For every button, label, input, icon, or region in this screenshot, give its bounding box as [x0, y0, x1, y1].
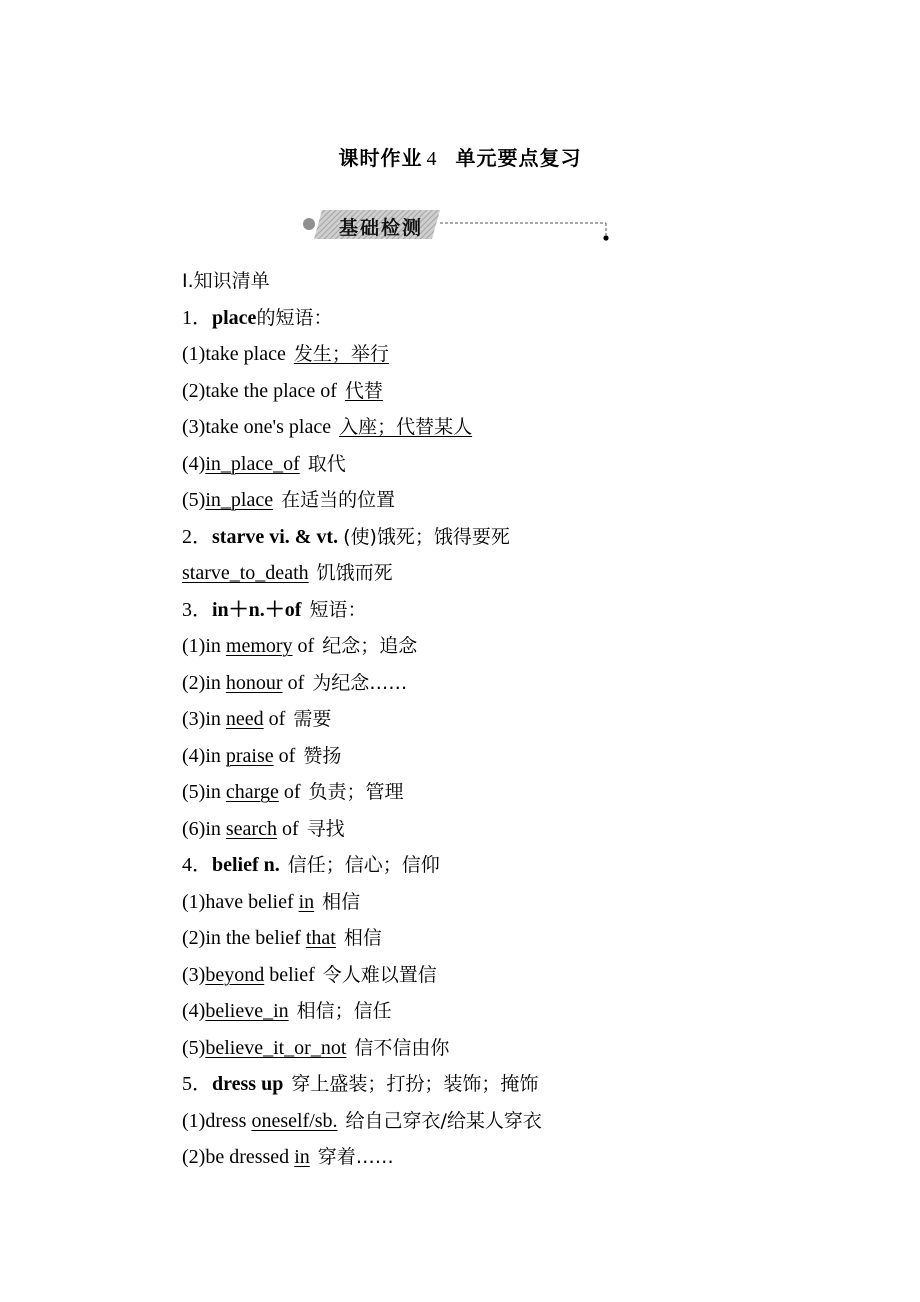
list-item-heading: 4．belief n. 信任；信心；信仰 [182, 854, 440, 876]
list-item: (5)believe_it_or_not 信不信由你 [182, 1036, 450, 1059]
list-item: (3)beyond belief 令人难以置信 [182, 963, 437, 986]
list-item: (5)in charge of 负责；管理 [182, 781, 404, 803]
list-item: (4)in praise of 赞扬 [182, 744, 342, 767]
answer-blank: starve_to_death [182, 562, 309, 584]
list-item-heading: 5．dress up 穿上盛装；打扮；装饰；掩饰 [182, 1073, 539, 1095]
answer-blank: believe_in [205, 1000, 289, 1022]
list-item: (2)be dressed in 穿着…… [182, 1146, 394, 1168]
answer-blank: need [225, 708, 264, 730]
banner-label: 基础检测 [338, 217, 423, 239]
list-item: (2)in honour of 为纪念…… [182, 671, 408, 694]
answer-blank: in_place [205, 489, 274, 511]
list-item-heading: 3．in＋n.＋of 短语： [182, 598, 367, 621]
list-item: (2)take the place of 代替 [182, 379, 383, 402]
answer-blank: beyond [205, 963, 265, 986]
list-item: (1)in memory of 纪念；追念 [182, 635, 418, 657]
answer-blank: honour [225, 671, 283, 694]
answer-blank: charge [225, 781, 279, 803]
answer-blank: in [294, 1146, 310, 1168]
answer-blank: praise [225, 744, 274, 767]
answer-blank: that [305, 927, 336, 949]
title-text: 单元要点复习 [455, 146, 582, 170]
list-item: (4)believe_in 相信；信任 [182, 1000, 392, 1022]
knowledge-list [182, 263, 822, 1176]
answer-blank: 入座；代替某人 [339, 416, 473, 438]
answer-blank: search [225, 817, 277, 840]
list-item-heading: 2．starve vi. & vt. (使)饿死；饿得要死 [182, 525, 510, 548]
list-item: (3)in need of 需要 [182, 708, 332, 730]
list-item: (2)in the belief that 相信 [182, 927, 382, 949]
list-item: (5)in_place 在适当的位置 [182, 489, 396, 511]
answer-blank: 发生；举行 [293, 343, 389, 365]
answer-blank: in [298, 890, 315, 913]
list-item: (4)in_place_of 取代 [182, 452, 346, 475]
list-item: (1)dress oneself/sb. 给自己穿衣/给某人穿衣 [182, 1109, 542, 1132]
bullet-dot-icon [303, 218, 315, 230]
list-item: (1)take place 发生；举行 [182, 343, 389, 365]
page-title [0, 142, 920, 171]
list-item: (3)take one's place 入座；代替某人 [182, 416, 473, 438]
list-item: starve_to_death 饥饿而死 [182, 562, 393, 584]
answer-blank: believe_it_or_not [205, 1036, 347, 1059]
banner-end-dot-icon [603, 235, 608, 240]
answer-blank: oneself/sb. [251, 1109, 338, 1132]
answer-blank: in_place_of [205, 452, 300, 475]
list-item-heading: 1．place的短语： [182, 306, 333, 329]
title-prefix: 课时作业 [338, 146, 423, 170]
section-heading: Ⅰ.知识清单 [182, 270, 270, 292]
title-number: 4 [426, 148, 438, 170]
answer-blank: 代替 [344, 379, 383, 402]
answer-blank: memory [225, 635, 293, 657]
list-item: (1)have belief in 相信 [182, 890, 361, 913]
list-item: (6)in search of 寻找 [182, 817, 345, 840]
section-banner [300, 206, 612, 246]
